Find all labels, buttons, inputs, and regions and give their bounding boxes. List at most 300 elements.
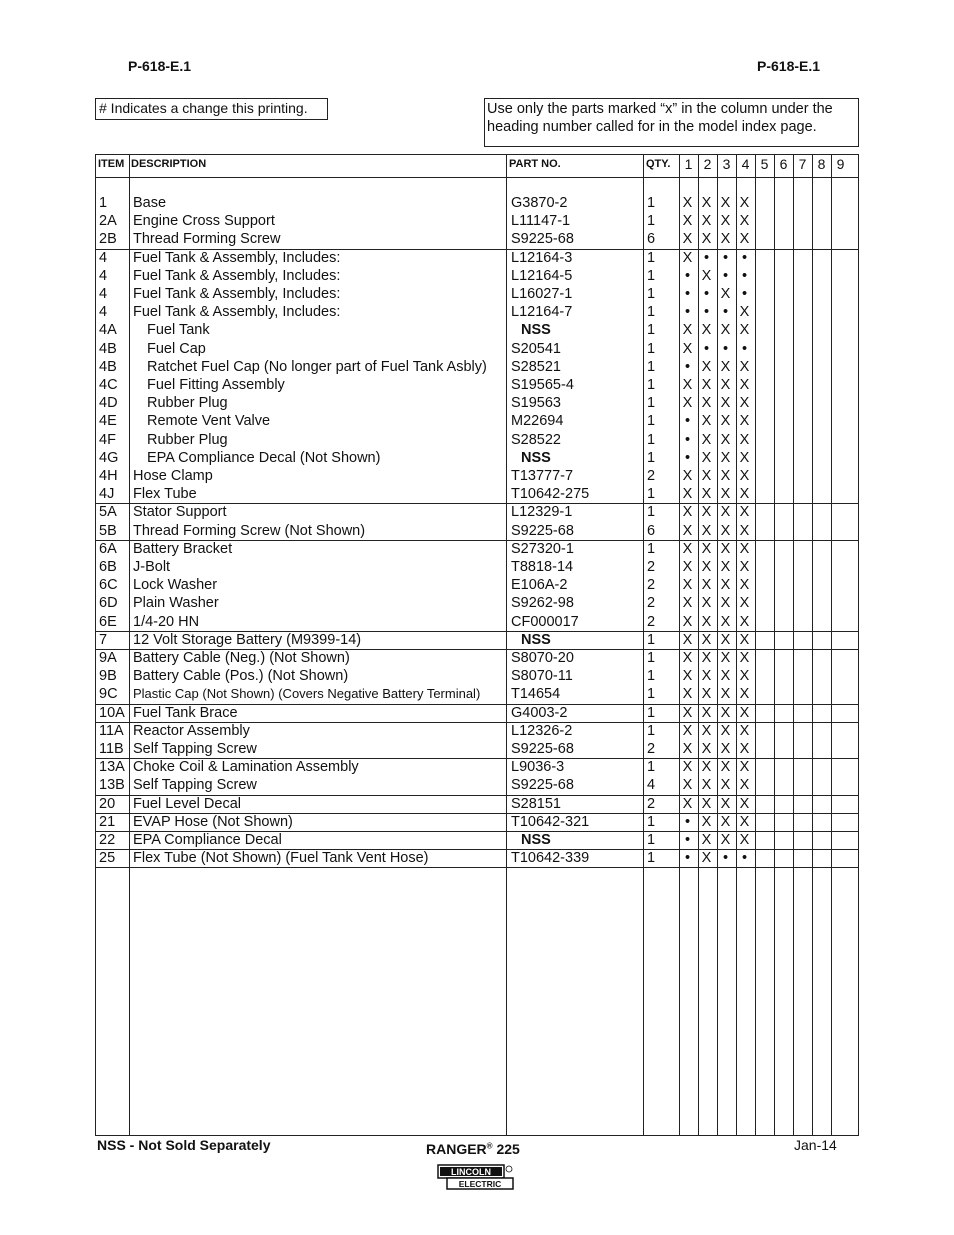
model-3-mark: X <box>720 559 731 575</box>
item-number: 4B <box>99 358 117 375</box>
model-3-mark: X <box>720 595 731 612</box>
model-2-mark: X <box>701 813 712 830</box>
model-2-mark: X <box>701 722 712 739</box>
quantity: 2 <box>647 577 656 594</box>
model-3-mark: X <box>720 395 731 412</box>
model-4-mark: X <box>739 431 750 448</box>
item-number: 4B <box>99 340 117 357</box>
col-header-model-5: 5 <box>760 156 769 172</box>
model-2-mark: X <box>701 486 712 503</box>
quantity: 1 <box>647 722 656 739</box>
model-3-mark: X <box>720 759 731 776</box>
model-3-mark: X <box>720 486 731 503</box>
item-number: 4A <box>99 322 117 339</box>
model-3-mark: X <box>720 213 731 230</box>
model-1-mark: X <box>682 759 693 776</box>
model-3-mark: X <box>720 577 731 594</box>
model-1-mark: X <box>682 213 693 230</box>
model-2-mark: X <box>701 231 712 248</box>
model-2-mark: X <box>701 540 712 557</box>
model-1-mark: X <box>682 195 693 211</box>
model-4-mark: X <box>739 704 750 721</box>
table-row <box>96 558 858 576</box>
model-4-mark: X <box>739 486 750 503</box>
item-description: Flex Tube <box>133 486 197 503</box>
model-2-mark: X <box>701 559 712 575</box>
model-2-mark: X <box>701 832 712 848</box>
part-number: NSS <box>521 631 551 648</box>
item-number: 1 <box>99 195 108 211</box>
item-description: 1/4-20 HN <box>133 613 200 630</box>
model-1-mark: X <box>682 704 693 721</box>
part-number: NSS <box>521 832 551 848</box>
model-4-mark: X <box>739 504 750 521</box>
quantity: 1 <box>647 286 656 302</box>
part-number: T10642-339 <box>511 850 590 867</box>
model-2-mark: X <box>701 795 712 812</box>
quantity: 1 <box>647 704 656 721</box>
model-3-mark: X <box>720 777 731 794</box>
model-4-mark: X <box>739 686 750 703</box>
table-row <box>96 849 858 867</box>
model-3-mark: X <box>720 613 731 630</box>
item-description: Remote Vent Valve <box>147 413 271 430</box>
model-2-mark: X <box>701 395 712 412</box>
quantity: 2 <box>647 468 656 484</box>
group-divider <box>96 867 858 868</box>
part-number: L12326-2 <box>511 722 573 739</box>
model-2-mark: X <box>701 522 712 539</box>
model-4-mark: X <box>739 613 750 630</box>
model-1-mark: • <box>684 449 691 466</box>
product-title: RANGER® 225 <box>426 1141 520 1157</box>
model-4-mark: • <box>741 249 748 266</box>
page-code-right: P-618-E.1 <box>757 58 821 74</box>
item-description: Reactor Assembly <box>133 722 250 739</box>
table-row <box>96 594 858 612</box>
quantity: 1 <box>647 759 656 776</box>
model-4-mark: X <box>739 559 750 575</box>
col-header-model-2: 2 <box>703 156 712 172</box>
item-description: Rubber Plug <box>147 395 228 412</box>
quantity: 1 <box>647 686 656 703</box>
item-number: 4C <box>99 377 118 393</box>
model-4-mark: X <box>739 358 750 375</box>
item-description: Stator Support <box>133 504 227 521</box>
model-1-mark: X <box>682 395 693 412</box>
quantity: 1 <box>647 832 656 848</box>
col-header-model-9: 9 <box>836 156 845 172</box>
item-description: Ratchet Fuel Cap (No longer part of Fuel Tank Asbly) <box>147 358 487 375</box>
item-number: 4 <box>99 286 108 302</box>
table-row <box>96 412 858 430</box>
item-number: 5A <box>99 504 117 521</box>
model-3-mark: X <box>720 195 731 211</box>
model-1-mark: X <box>682 340 693 357</box>
item-description: Lock Washer <box>133 577 218 594</box>
item-number: 4F <box>99 431 116 448</box>
item-number: 4 <box>99 304 108 321</box>
quantity: 2 <box>647 741 656 757</box>
table-row <box>96 576 858 594</box>
item-description: Fuel Tank & Assembly, Includes: <box>133 249 341 266</box>
item-number: 2B <box>99 231 117 248</box>
model-1-mark: X <box>682 249 693 266</box>
table-row <box>96 431 858 449</box>
item-description: Thread Forming Screw (Not Shown) <box>133 522 366 539</box>
model-2-mark: X <box>701 449 712 466</box>
quantity: 6 <box>647 231 656 248</box>
model-1-mark: X <box>682 577 693 594</box>
part-number: S19563 <box>511 395 561 412</box>
item-description: Plastic Cap (Not Shown) (Covers Negative Battery Terminal) <box>133 686 481 702</box>
item-description: Rubber Plug <box>147 431 228 448</box>
table-row <box>96 285 858 303</box>
revision-date: Jan-14 <box>794 1137 837 1153</box>
item-description: EPA Compliance Decal <box>133 832 282 848</box>
part-number: S28521 <box>511 358 561 375</box>
quantity: 1 <box>647 304 656 321</box>
quantity: 2 <box>647 559 656 575</box>
model-4-mark: X <box>739 231 750 248</box>
model-4-mark: • <box>741 850 748 867</box>
model-1-mark: X <box>682 231 693 248</box>
model-1-mark: X <box>682 468 693 484</box>
part-number: S9225-68 <box>511 741 574 757</box>
model-4-mark: X <box>739 832 750 848</box>
table-row <box>96 795 858 813</box>
model-1-mark: X <box>682 650 693 666</box>
model-3-mark: X <box>720 468 731 484</box>
item-number: 22 <box>99 832 116 848</box>
item-number: 2A <box>99 213 117 230</box>
item-description: Flex Tube (Not Shown) (Fuel Tank Vent Hose) <box>133 850 429 867</box>
quantity: 1 <box>647 850 656 867</box>
model-4-mark: X <box>739 304 750 321</box>
quantity: 1 <box>647 813 656 830</box>
table-row <box>96 649 858 667</box>
svg-text:LINCOLN: LINCOLN <box>451 1167 491 1177</box>
quantity: 4 <box>647 777 656 794</box>
model-3-mark: X <box>720 540 731 557</box>
model-3-mark: • <box>722 249 729 266</box>
model-2-mark: X <box>701 377 712 393</box>
item-description: Fuel Tank <box>147 322 210 339</box>
model-3-mark: X <box>720 813 731 830</box>
table-row <box>96 722 858 740</box>
part-number: S9262-98 <box>511 595 574 612</box>
col-header-item: ITEM <box>98 158 125 170</box>
model-3-mark: X <box>720 722 731 739</box>
table-row <box>96 394 858 412</box>
item-description: Fuel Tank Brace <box>133 704 238 721</box>
item-number: 9B <box>99 668 117 685</box>
item-number: 7 <box>99 631 108 648</box>
model-2-mark: X <box>701 213 712 230</box>
model-1-mark: X <box>682 613 693 630</box>
quantity: 6 <box>647 522 656 539</box>
part-number: L12164-5 <box>511 267 573 284</box>
model-3-mark: X <box>720 413 731 430</box>
model-4-mark: X <box>739 395 750 412</box>
item-number: 4 <box>99 249 108 266</box>
model-3-mark: X <box>720 631 731 648</box>
part-number: CF000017 <box>511 613 579 630</box>
table-row <box>96 376 858 394</box>
part-number: T13777-7 <box>511 468 574 484</box>
svg-text:ELECTRIC: ELECTRIC <box>458 1179 502 1189</box>
quantity: 1 <box>647 267 656 284</box>
model-3-mark: X <box>720 704 731 721</box>
table-row <box>96 685 858 703</box>
model-4-mark: X <box>739 668 750 685</box>
model-3-mark: • <box>722 340 729 357</box>
table-row <box>96 813 858 831</box>
model-1-mark: • <box>684 304 691 321</box>
model-4-mark: X <box>739 813 750 830</box>
nss-footnote: NSS - Not Sold Separately <box>97 1137 271 1153</box>
model-1-mark: • <box>684 850 691 867</box>
col-header-model-1: 1 <box>684 156 693 172</box>
model-2-mark: X <box>701 686 712 703</box>
item-description: Fuel Tank & Assembly, Includes: <box>133 286 341 302</box>
item-number: 20 <box>99 795 116 812</box>
model-2-mark: X <box>701 195 712 211</box>
model-4-mark: X <box>739 795 750 812</box>
table-row <box>96 267 858 285</box>
quantity: 1 <box>647 213 656 230</box>
part-number: E106A-2 <box>511 577 568 594</box>
part-number: S9225-68 <box>511 231 574 248</box>
quantity: 1 <box>647 431 656 448</box>
lincoln-electric-logo <box>437 1164 515 1190</box>
model-2-mark: X <box>701 267 712 284</box>
table-row <box>96 194 858 212</box>
model-1-mark: X <box>682 668 693 685</box>
col-header-model-7: 7 <box>798 156 807 172</box>
item-number: 4H <box>99 468 118 484</box>
model-3-mark: • <box>722 850 729 867</box>
model-2-mark: • <box>703 340 710 357</box>
part-number: S9225-68 <box>511 777 574 794</box>
model-2-mark: X <box>701 413 712 430</box>
model-3-mark: X <box>720 449 731 466</box>
table-row <box>96 303 858 321</box>
model-1-mark: X <box>682 522 693 539</box>
quantity: 2 <box>647 613 656 630</box>
table-row <box>96 704 858 722</box>
item-description: EPA Compliance Decal (Not Shown) <box>147 449 381 466</box>
model-3-mark: X <box>720 741 731 757</box>
model-1-mark: X <box>682 540 693 557</box>
model-2-mark: X <box>701 613 712 630</box>
model-4-mark: X <box>739 522 750 539</box>
col-header-model-3: 3 <box>722 156 731 172</box>
table-row <box>96 613 858 631</box>
quantity: 1 <box>647 249 656 266</box>
model-4-mark: X <box>739 595 750 612</box>
quantity: 1 <box>647 650 656 666</box>
item-number: 11B <box>99 741 124 757</box>
item-number: 6A <box>99 540 117 557</box>
quantity: 1 <box>647 195 656 211</box>
change-note: # Indicates a change this printing. <box>95 98 328 120</box>
item-description: Choke Coil & Lamination Assembly <box>133 759 359 776</box>
quantity: 1 <box>647 486 656 503</box>
model-1-mark: • <box>684 832 691 848</box>
model-3-mark: X <box>720 231 731 248</box>
table-row <box>96 758 858 776</box>
model-4-mark: X <box>739 413 750 430</box>
item-description: Battery Cable (Neg.) (Not Shown) <box>133 650 350 666</box>
table-row <box>96 631 858 649</box>
item-number: 5B <box>99 522 117 539</box>
model-1-mark: • <box>684 267 691 284</box>
model-1-mark: X <box>682 559 693 575</box>
model-3-mark: X <box>720 377 731 393</box>
part-number: L9036-3 <box>511 759 565 776</box>
item-number: 9A <box>99 650 117 666</box>
header-divider <box>96 177 858 178</box>
item-number: 4J <box>99 486 115 503</box>
item-description: Fuel Cap <box>147 340 206 357</box>
part-number: L12164-7 <box>511 304 573 321</box>
model-1-mark: • <box>684 286 691 302</box>
part-number: S27320-1 <box>511 540 574 557</box>
part-number: L12164-3 <box>511 249 573 266</box>
quantity: 1 <box>647 631 656 648</box>
part-number: T8818-14 <box>511 559 574 575</box>
model-2-mark: X <box>701 850 712 867</box>
model-2-mark: X <box>701 704 712 721</box>
part-number: S28151 <box>511 795 561 812</box>
model-3-mark: X <box>720 668 731 685</box>
part-number: S20541 <box>511 340 561 357</box>
col-header-model-6: 6 <box>779 156 788 172</box>
table-row <box>96 740 858 758</box>
part-number: NSS <box>521 449 551 466</box>
model-2-mark: X <box>701 504 712 521</box>
item-number: 9C <box>99 686 118 703</box>
model-4-mark: X <box>739 213 750 230</box>
item-description: Self Tapping Screw <box>133 777 257 794</box>
model-3-mark: • <box>722 267 729 284</box>
item-description: Battery Bracket <box>133 540 233 557</box>
part-number: T10642-321 <box>511 813 590 830</box>
item-description: Plain Washer <box>133 595 219 612</box>
model-1-mark: X <box>682 504 693 521</box>
quantity: 2 <box>647 795 656 812</box>
model-2-mark: X <box>701 431 712 448</box>
model-2-mark: X <box>701 577 712 594</box>
part-number: M22694 <box>511 413 564 430</box>
table-row <box>96 212 858 230</box>
model-2-mark: • <box>703 304 710 321</box>
model-4-mark: X <box>739 650 750 666</box>
table-row <box>96 230 858 248</box>
quantity: 1 <box>647 377 656 393</box>
model-2-mark: X <box>701 741 712 757</box>
usage-note: Use only the parts marked “x” in the column under the heading number called for in the model index page. <box>484 98 859 147</box>
table-row <box>96 449 858 467</box>
model-1-mark: X <box>682 595 693 612</box>
page-code-left: P-618-E.1 <box>128 58 192 74</box>
model-3-mark: X <box>720 795 731 812</box>
item-number: 6C <box>99 577 118 594</box>
quantity: 1 <box>647 340 656 357</box>
item-number: 6B <box>99 559 117 575</box>
item-description: Battery Cable (Pos.) (Not Shown) <box>133 668 349 685</box>
model-1-mark: • <box>684 358 691 375</box>
model-2-mark: • <box>703 249 710 266</box>
model-4-mark: X <box>739 377 750 393</box>
item-description: J-Bolt <box>133 559 171 575</box>
model-4-mark: X <box>739 741 750 757</box>
table-row <box>96 503 858 521</box>
part-number: NSS <box>521 322 551 339</box>
model-1-mark: X <box>682 322 693 339</box>
item-number: 4D <box>99 395 118 412</box>
parts-table <box>95 154 859 1136</box>
model-1-mark: • <box>684 431 691 448</box>
model-3-mark: X <box>720 358 731 375</box>
part-number: S8070-11 <box>511 668 573 685</box>
item-description: Hose Clamp <box>133 468 213 484</box>
model-3-mark: X <box>720 431 731 448</box>
col-header-qty: QTY. <box>646 158 671 170</box>
item-number: 13B <box>99 777 125 794</box>
quantity: 1 <box>647 322 656 339</box>
model-4-mark: X <box>739 449 750 466</box>
part-number: S28522 <box>511 431 561 448</box>
item-description: Fuel Level Decal <box>133 795 241 812</box>
item-description: Fuel Tank & Assembly, Includes: <box>133 267 341 284</box>
item-number: 6E <box>99 613 117 630</box>
model-4-mark: • <box>741 267 748 284</box>
model-2-mark: X <box>701 777 712 794</box>
part-number: G4003-2 <box>511 704 568 721</box>
table-row <box>96 249 858 267</box>
table-row <box>96 485 858 503</box>
model-4-mark: • <box>741 286 748 302</box>
model-3-mark: X <box>720 286 731 302</box>
item-description: Self Tapping Screw <box>133 741 257 757</box>
model-2-mark: X <box>701 759 712 776</box>
model-1-mark: X <box>682 631 693 648</box>
table-row <box>96 776 858 794</box>
model-4-mark: • <box>741 340 748 357</box>
model-3-mark: X <box>720 522 731 539</box>
table-row <box>96 340 858 358</box>
model-2-mark: X <box>701 358 712 375</box>
model-1-mark: X <box>682 686 693 703</box>
item-number: 11A <box>99 722 124 739</box>
model-1-mark: X <box>682 486 693 503</box>
item-number: 21 <box>99 813 116 830</box>
model-1-mark: X <box>682 777 693 794</box>
table-row <box>96 358 858 376</box>
model-2-mark: X <box>701 322 712 339</box>
item-number: 4E <box>99 413 117 430</box>
quantity: 1 <box>647 413 656 430</box>
col-header-model-8: 8 <box>817 156 826 172</box>
model-3-mark: X <box>720 650 731 666</box>
table-row <box>96 540 858 558</box>
model-4-mark: X <box>739 577 750 594</box>
item-number: 13A <box>99 759 125 776</box>
model-4-mark: X <box>739 322 750 339</box>
model-3-mark: X <box>720 686 731 703</box>
